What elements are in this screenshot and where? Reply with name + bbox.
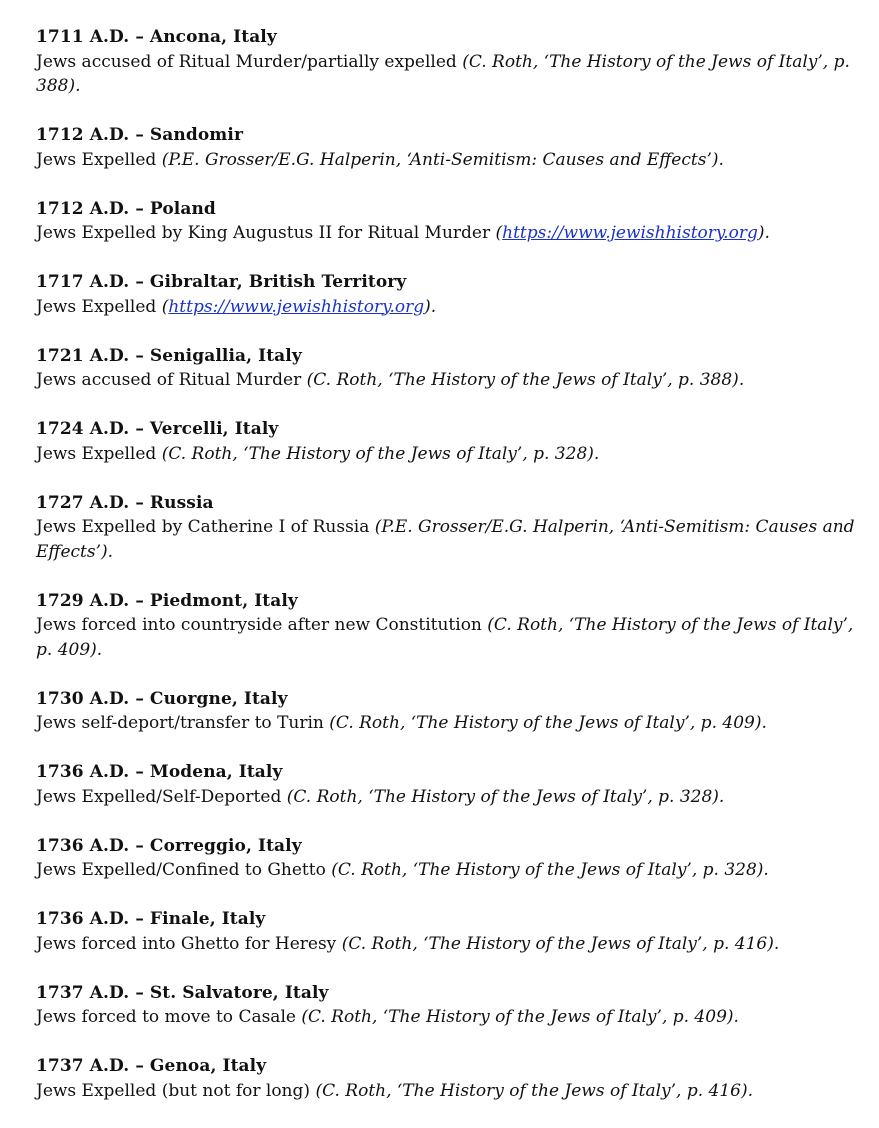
timeline-entry <box>36 687 856 736</box>
entry-description <box>36 1005 856 1030</box>
entry-description <box>36 613 856 662</box>
entry-text: Jews Expelled <box>36 149 162 170</box>
entry-citation: (C. Roth, ‘The History of the Jews of Italy’, p. 416). <box>315 1080 754 1101</box>
timeline-entry <box>36 760 856 809</box>
entry-description <box>36 50 856 99</box>
entry-heading: 1717 A.D. – Gibraltar, British Territory <box>36 272 407 292</box>
entry-citation: (C. Roth, ‘The History of the Jews of Italy’, p. 328). <box>286 786 725 807</box>
entry-citation: (C. Roth, ‘The History of the Jews of Italy’, p. 409). <box>301 1007 739 1027</box>
entry-heading: 1729 A.D. – Piedmont, Italy <box>36 590 298 611</box>
timeline-entry <box>36 344 856 393</box>
entry-heading: 1736 A.D. – Modena, Italy <box>36 762 283 782</box>
entry-text: Jews Expelled (but not for long) <box>36 1080 316 1101</box>
entry-heading: 1724 A.D. – Vercelli, Italy <box>36 419 279 439</box>
entry-citation: (C. Roth, ‘The History of the Jews of Italy’, p. 328). <box>161 443 600 464</box>
citation-open: ( <box>161 296 169 317</box>
entry-description <box>36 515 856 564</box>
entry-description <box>36 442 856 467</box>
entry-description <box>36 1079 856 1104</box>
entry-heading: 1737 A.D. – St. Salvatore, Italy <box>36 982 329 1003</box>
entry-text: Jews forced into countryside after new Constitution <box>36 615 488 635</box>
entry-citation: (P.E. Grosser/E.G. Halperin, ‘Anti-Semitism: Causes and Effects’). <box>36 517 855 562</box>
entry-citation: (C. Roth, ‘The History of the Jews of Italy’, p. 409). <box>36 615 854 660</box>
timeline-entry <box>36 589 856 663</box>
entry-heading: 1711 A.D. – Ancona, Italy <box>36 27 277 47</box>
timeline-entry <box>36 417 856 466</box>
entry-text: Jews Expelled by Catherine I of Russia <box>36 517 375 537</box>
citation-open: ( <box>495 223 503 243</box>
entry-description <box>36 711 856 736</box>
timeline-entry <box>36 270 856 319</box>
entry-citation: (C. Roth, ‘The History of the Jews of Italy’, p. 416). <box>341 933 780 954</box>
entry-citation: (C. Roth, ‘The History of the Jews of Italy’, p. 409). <box>329 713 767 733</box>
timeline-entry <box>36 491 856 565</box>
entry-heading: 1736 A.D. – Correggio, Italy <box>36 835 302 856</box>
entry-text: Jews Expelled by King Augustus II for Ritual Murder <box>36 223 496 243</box>
citation-close: ). <box>757 223 770 243</box>
timeline-entry <box>36 981 856 1030</box>
timeline-entry <box>36 25 856 99</box>
timeline-entry <box>36 197 856 246</box>
entry-text: Jews accused of Ritual Murder <box>36 370 307 390</box>
entry-description <box>36 295 856 320</box>
entry-citation: (C. Roth, ‘The History of the Jews of Italy’, p. 388). <box>306 370 745 390</box>
entry-text: Jews forced to move to Casale <box>36 1007 302 1027</box>
entry-description <box>36 221 856 246</box>
entry-text: Jews Expelled <box>36 443 162 464</box>
entry-description <box>36 858 856 883</box>
timeline-entry <box>36 1054 856 1103</box>
entry-heading: 1736 A.D. – Finale, Italy <box>36 909 266 929</box>
timeline-entry <box>36 834 856 883</box>
entry-text: Jews accused of Ritual Murder/partially expelled <box>36 51 463 72</box>
entry-citation: (P.E. Grosser/E.G. Halperin, ‘Anti-Semitism: Causes and Effects’). <box>161 149 724 170</box>
source-link[interactable]: https://www.jewishhistory.org <box>502 223 758 243</box>
timeline-entry <box>36 123 856 172</box>
entry-heading: 1712 A.D. – Poland <box>36 198 216 219</box>
entry-citation: (C. Roth, ‘The History of the Jews of Italy’, p. 328). <box>331 860 769 880</box>
entry-text: Jews forced into Ghetto for Heresy <box>36 933 342 954</box>
source-link[interactable]: https://www.jewishhistory.org <box>168 296 425 317</box>
entry-heading: 1737 A.D. – Genoa, Italy <box>36 1056 267 1076</box>
entry-heading: 1712 A.D. – Sandomir <box>36 125 244 145</box>
document-body <box>36 25 856 1128</box>
entry-heading: 1721 A.D. – Senigallia, Italy <box>36 345 302 366</box>
entry-text: Jews Expelled <box>36 296 162 317</box>
entry-text: Jews self-deport/transfer to Turin <box>36 713 330 733</box>
entry-description <box>36 785 856 810</box>
entry-text: Jews Expelled/Confined to Ghetto <box>36 860 332 880</box>
entry-description <box>36 148 856 173</box>
citation-close: ). <box>424 296 437 317</box>
timeline-entry <box>36 907 856 956</box>
entry-description <box>36 932 856 957</box>
entry-description <box>36 368 856 393</box>
entry-citation: (C. Roth, ‘The History of the Jews of Italy’, p. 388). <box>36 51 850 96</box>
entry-text: Jews Expelled/Self-Deported <box>36 786 287 807</box>
entry-heading: 1730 A.D. – Cuorgne, Italy <box>36 688 288 709</box>
entry-heading: 1727 A.D. – Russia <box>36 492 214 513</box>
